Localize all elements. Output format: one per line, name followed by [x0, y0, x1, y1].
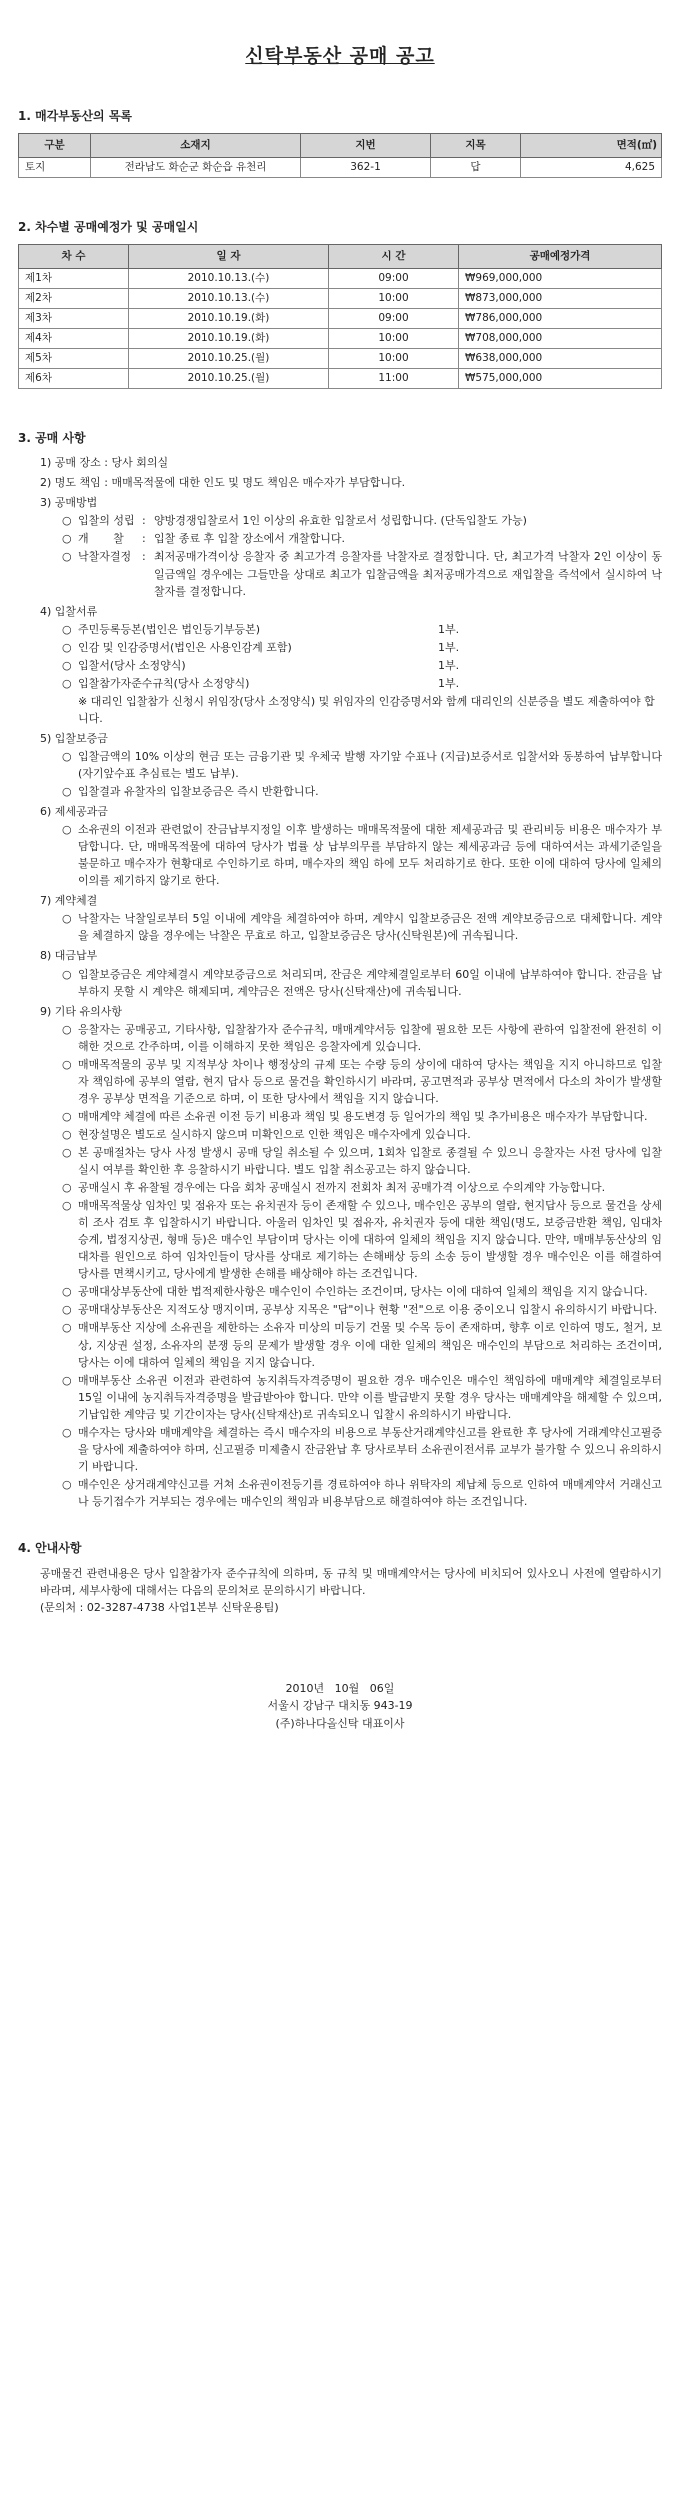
bullet-mark: ○ [62, 622, 72, 636]
doc-qty: 1부. [438, 676, 460, 690]
list-item [62, 966, 662, 1000]
list-item [62, 748, 662, 782]
company-name: (주)하나다올신탁 대표이사 [275, 1716, 405, 1730]
list-item [62, 1179, 662, 1196]
list-item [62, 1197, 662, 1282]
item-text: 입찰결과 유찰자의 입찰보증금은 즉시 반환합니다. [78, 785, 319, 799]
doc-name: 입찰참가자준수규칙(당사 소정양식) [78, 676, 250, 690]
list-item [62, 1301, 662, 1318]
column-header: 지번 [301, 134, 431, 158]
list-item [62, 1476, 662, 1510]
table-cell: 2010.10.25.(월) [129, 368, 329, 388]
deposit-title: 5) 입찰보증금 [40, 731, 108, 745]
table-cell: 10:00 [329, 288, 459, 308]
column-header: 구분 [19, 134, 91, 158]
schedule-heading: 2. 차수별 공매예정가 및 공매일시 [18, 220, 199, 235]
list-item [62, 1056, 662, 1107]
item-text: 현장설명은 별도로 실시하지 않으며 미확인으로 인한 책임은 매수자에게 있습니다. [78, 1127, 471, 1141]
doc-qty: 1부. [438, 622, 460, 636]
item-text: 매수자는 당사와 매매계약을 체결하는 즉시 매수자의 비용으로 부동산거래계약신고를 완료한 후 당사에 거래계약신고필증을 당사에 제출하여야 하며, 신고필증 미제출시 잔금완납 후 당사로부터 소유권이전서류 교부가 불가할 수 있으니 유의하시기 바랍니다. [78, 1425, 662, 1473]
bullet-mark: ○ [62, 1146, 72, 1159]
notice-body: 공매물건 관련내용은 당사 입찰참가자 준수규칙에 의하며, 동 규칙 및 매매계약서는 당사에 비치되어 있사오니 사전에 열람하시기 바라며, 세부사항에 대해서는 다음의 문의처로 문의하시기 바랍니다. [40, 1566, 662, 1597]
property-heading: 1. 매각부동산의 목록 [18, 109, 133, 124]
doc-name: 인감 및 인감증명서(법인은 사용인감계 포함) [78, 640, 292, 654]
list-item [62, 910, 662, 944]
table-cell: 토지 [19, 158, 91, 178]
others-section [40, 1003, 662, 1510]
list-item [62, 1021, 662, 1055]
bullet-mark: ○ [62, 514, 72, 528]
term-value: 최저공매가격이상 응찰자 중 최고가격 응찰자를 낙찰자로 결정합니다. 단, 최고가격 낙찰자 2인 이상이 동일금액일 경우에는 그들만을 상대로 최고가 입찰금액을 최저공매가격으로 재입찰을 즉석에서 실시하여 낙찰자를 결정합니다. [154, 550, 662, 598]
term-label: 입찰의 성립 [78, 514, 135, 528]
auction-place: 1) 공매 장소 : 당사 회의실 [40, 456, 169, 470]
table-cell: 2010.10.13.(수) [129, 268, 329, 288]
delivery-responsibility: 2) 명도 책임 : 매매목적물에 대한 인도 및 명도 책임은 매수자가 부담합니다. [40, 476, 406, 490]
notice-heading: 4. 안내사항 [18, 1540, 82, 1555]
column-header: 면적(㎡) [521, 134, 662, 158]
table-cell: 10:00 [329, 348, 459, 368]
table-cell: 11:00 [329, 368, 459, 388]
table-row [19, 368, 662, 388]
item-text: 매매부동산 소유권 이전과 관련하여 농지취득자격증명이 필요한 경우 매수인은 매수인 책임하에 매매계약 체결일로부터 15일 이내에 농지취득자격증명을 발급받아야 합니다. 만약 이를 발급받지 못할 경우 당사는 매매계약을 해제할 수 있으며, 기납입한 계약금 및 기간이자는 당사(신탁재산)로 귀속되오니 입찰시 유의하시기 바랍니다. [78, 1373, 662, 1421]
list-item [62, 1424, 662, 1475]
table-cell: ₩575,000,000 [459, 368, 662, 388]
payment-title: 8) 대금납부 [40, 949, 98, 963]
table-row [19, 328, 662, 348]
table-cell: 제3차 [19, 308, 129, 328]
table-cell: 2010.10.13.(수) [129, 288, 329, 308]
doc-qty: 1부. [438, 658, 460, 672]
payment-section [40, 947, 662, 999]
table-cell: 2010.10.25.(월) [129, 348, 329, 368]
term-label: 낙찰자결정 [78, 550, 132, 564]
bullet-mark: ○ [62, 1199, 72, 1213]
item-text: 응찰자는 공매공고, 기타사항, 입찰참가자 준수규칙, 매매계약서등 입찰에 필요한 모든 사항에 관하여 입찰전에 완전히 이해한 것으로 간주하며, 이를 이해하지 못한 책임은 응찰자에게 있습니다. [78, 1022, 662, 1053]
bullet-mark: ○ [62, 1321, 72, 1335]
table-cell: ₩638,000,000 [459, 348, 662, 368]
column-header: 차 수 [19, 244, 129, 268]
table-cell: 전라남도 화순군 화순읍 유천리 [91, 158, 301, 178]
bullet-mark: ○ [62, 1181, 72, 1195]
contract-section [40, 892, 662, 944]
bullet-mark: ○ [62, 1303, 72, 1317]
doc-name: 입찰서(당사 소정양식) [78, 658, 186, 672]
bullet-mark: ○ [62, 676, 72, 690]
item-text: 공매대상부동산에 대한 법적제한사항은 매수인이 수인하는 조건이며, 당사는 이에 대하여 일체의 책임을 지지 않습니다. [78, 1285, 648, 1299]
item-text: 매수인은 상거래계약신고를 거쳐 소유권이전등기를 경료하여야 하나 위탁자의 제납체 등으로 인하여 매매계약서 거래신고나 등기접수가 거부되는 경우에는 매수인의 책임과 비용부담으로 해결하여야 하는 조건입니다. [78, 1477, 662, 1508]
table-row [19, 158, 662, 178]
list-item [62, 783, 662, 800]
table-cell: ₩969,000,000 [459, 268, 662, 288]
item-text: 본 공매절차는 당사 사정 발생시 공매 당일 취소될 수 있으며, 1회차 입찰로 종결될 수 있으니 응찰자는 사전 당사에 입찰 실시 여부를 확인한 후 응찰하시기 바랍니다. 별도 입찰 취소공고는 하지 않습니다. [78, 1146, 662, 1177]
column-header: 지목 [431, 134, 521, 158]
table-cell: 09:00 [329, 268, 459, 288]
table-cell: 제2차 [19, 288, 129, 308]
column-header: 일 자 [129, 244, 329, 268]
column-header: 소재지 [91, 134, 301, 158]
list-item [62, 1108, 662, 1125]
matters-heading: 3. 공매 사항 [18, 430, 86, 445]
item-text: 매매계약 체결에 따른 소유권 이전 등기 비용과 책임 및 용도변경 등 일어가의 책임 및 추가비용은 매수자가 부담합니다. [78, 1109, 648, 1123]
list-item [62, 675, 662, 692]
table-cell: 4,625 [521, 158, 662, 178]
list-item [62, 1319, 662, 1370]
list-item [62, 639, 662, 656]
item-text: 입찰금액의 10% 이상의 현금 또는 금융기관 및 우체국 발행 자기앞 수표나 (지급)보증서로 입찰서와 동봉하여 납부합니다(자기앞수표 추심료는 별도 납부). [78, 749, 662, 781]
table-cell: 362-1 [301, 158, 431, 178]
item-text: 낙찰자는 낙찰일로부터 5일 이내에 계약을 체결하여야 하며, 계약시 입찰보증금은 전액 계약보증금으로 대체합니다. 계약을 체결하지 않을 경우에는 낙찰은 무효로 하고, 입찰보증금은 당사(신탁원본)에 귀속됩니다. [78, 912, 662, 943]
bullet-mark: ○ [62, 1285, 72, 1299]
term-value: 입찰 종료 후 입찰 장소에서 개찰합니다. [154, 532, 345, 546]
list-item: ○ 개 찰 : 입찰 종료 후 입찰 장소에서 개찰합니다. [62, 530, 662, 547]
list-item: ○ 입찰의 성립 : 양방경쟁입찰로서 1인 이상의 유효한 입찰로서 성립합니다. (단독입찰도 가능) [62, 512, 662, 529]
bullet-mark: ○ [62, 1127, 72, 1141]
bullet-mark: ○ [62, 550, 72, 564]
others-title: 9) 기타 유의사항 [40, 1004, 123, 1018]
contact-info: (문의처 : 02-3287-4738 사업1본부 신탁운용팀) [40, 1600, 279, 1614]
table-row [19, 348, 662, 368]
table-row [19, 268, 662, 288]
list-item [62, 1372, 662, 1423]
bullet-mark: ○ [62, 749, 72, 763]
column-header: 시 간 [329, 244, 459, 268]
bullet-mark: ○ [62, 640, 72, 654]
item-text: 공매실시 후 유찰될 경우에는 다음 회차 공매실시 전까지 전회차 최저 공매가격 이상으로 수의계약 가능합니다. [78, 1181, 606, 1195]
table-cell: ₩708,000,000 [459, 328, 662, 348]
bullet-mark: ○ [62, 658, 72, 672]
column-header: 공매예정가격 [459, 244, 662, 268]
taxes-section [40, 803, 662, 889]
table-cell: 제5차 [19, 348, 129, 368]
table-cell: 제6차 [19, 368, 129, 388]
table-cell: 답 [431, 158, 521, 178]
docs-note: ※ 대리인 입찰참가 신청시 위임장(당사 소정양식) 및 위임자의 인감증명서와 함께 대리인의 신분증을 별도 제출하여야 합니다. [78, 694, 655, 725]
bullet-mark: ○ [62, 1057, 72, 1071]
bullet-mark: ○ [62, 785, 72, 799]
table-cell: 제1차 [19, 268, 129, 288]
docs-title: 4) 입찰서류 [40, 604, 98, 618]
table-cell: 2010.10.19.(화) [129, 328, 329, 348]
property-table [18, 133, 662, 178]
list-item [62, 1283, 662, 1300]
item-text: 매매목적물상 임차인 및 점유자 또는 유치권자 등이 존재할 수 있으나, 매수인은 공부의 열람, 현지답사 등으로 물건을 상세히 조사 검토 후 입찰하시기 바랍니다. 아울러 임차인 및 점유자, 유치권자 등에 대한 책임(명도, 보증금반환 책임, 임대차 승계, 법정지상권, 형매 등)은 매수인 부담이며 당사는 이에 대하여 일체의 책임을 지지 않습니다. 만약, 매매부동산상의 임대차를 원인으로 하여 임차인들이 당사를 상대로 제기하는 손해배상 등의 소송 등이 발생할 경우 매수인은 이를 해결하여 당사를 면책시키고, 당사에게 발생한 손해를 배상해야 하는 조건입니다. [78, 1199, 662, 1281]
table-row [19, 288, 662, 308]
item-text: 매매목적물의 공부 및 지적부상 차이나 행정상의 규제 또는 수량 등의 상이에 대하여 당사는 책임을 지지 아니하므로 입찰자 책임하에 공부의 열람, 현지 답사 등으로 물건을 확인하시기 바라며, 공고면적과 공부상 면적에서 다소의 차이가 발생할 경우 공부상 면적을 기준으로 하며, 이 또한 당사에서 책임을 지지 않습니다. [78, 1057, 662, 1105]
list-item [62, 1126, 662, 1143]
bullet-mark: ○ [62, 1109, 72, 1123]
list-item [62, 1144, 662, 1178]
term-label: 개 찰 [78, 532, 124, 546]
bullet-mark: ○ [62, 823, 72, 837]
table-row [19, 308, 662, 328]
company-address: 서울시 강남구 대치동 943-19 [267, 1699, 413, 1713]
matters-list [40, 454, 662, 1510]
bullet-mark: ○ [62, 1477, 72, 1491]
table-cell: ₩873,000,000 [459, 288, 662, 308]
page-title: 신탁부동산 공매 공고 [245, 45, 435, 67]
issue-date: 2010년 10월 06일 [285, 1681, 395, 1695]
table-cell: 제4차 [19, 328, 129, 348]
item-text: 소유권의 이전과 관련없이 잔금납부지정일 이후 발생하는 매매목적물에 대한 제세공과금 및 관리비등 비용은 매수자가 부담합니다. 단, 매매목적물에 대하여 당사가 법률 상 납부의무를 부담하지 않는 제세공과금 등에 대하여서는 과세기준일을 불문하고 매수자가 현황대로 수인하기로 하며, 매수자의 책임 하에 모두 처리하기로 한다. 또한 이에 대하여 당사에 일체의 이의를 제기하지 않기로 한다. [78, 823, 662, 888]
list-item [62, 621, 662, 638]
list-item [62, 821, 662, 889]
deposit-section [40, 730, 662, 800]
bullet-mark: ○ [62, 1425, 72, 1439]
bullet-mark: ○ [62, 532, 72, 546]
bullet-mark: ○ [62, 967, 72, 981]
table-cell: 2010.10.19.(화) [129, 308, 329, 328]
table-cell: 10:00 [329, 328, 459, 348]
item-text: 입찰보증금은 계약체결시 계약보증금으로 처리되며, 잔금은 계약체결일로부터 60일 이내에 납부하여야 합니다. 잔금을 납부하지 못할 시 계약은 해제되며, 계약금은 전액은 당사(신탁재산)에 귀속됩니다. [78, 967, 662, 998]
taxes-title: 6) 제세공과금 [40, 805, 108, 819]
bullet-mark: ○ [62, 912, 72, 926]
bullet-mark: ○ [62, 1022, 72, 1036]
method-title: 3) 공매방법 [40, 496, 98, 510]
schedule-table [18, 244, 662, 389]
list-item: ○ 낙찰자결정 : 최저공매가격이상 응찰자 중 최고가격 응찰자를 낙찰자로 결정합니다. 단, 최고가격 낙찰자 2인 이상이 동일금액일 경우에는 그들만을 상대로 최고가 입찰금액을 최저공매가격으로 재입찰을 즉석에서 실시하여 낙찰자를 결정합니다. [62, 548, 662, 599]
docs-section [40, 603, 662, 727]
footer [18, 1680, 662, 1733]
item-text: 매매부동산 지상에 소유권을 제한하는 소유자 미상의 미등기 건물 및 수목 등이 존재하며, 향후 이로 인하여 명도, 철거, 보상, 지상권 설정, 소유자의 분쟁 등의 문제가 발생할 경우 이에 대한 일체의 책임은 매수인의 부담으로 처리하는 조건이며, 당사는 이에 대하여 일체의 책임을 지지 않습니다. [78, 1321, 662, 1369]
doc-name: 주민등록등본(법인은 법인등기부등본) [78, 622, 261, 636]
item-text: 공매대상부동산은 지적도상 맹지이며, 공부상 지목은 "답"이나 현황 "전"으로 이용 중이오니 입찰시 유의하시기 바랍니다. [78, 1303, 658, 1317]
bullet-mark: ○ [62, 1373, 72, 1387]
table-cell: ₩786,000,000 [459, 308, 662, 328]
method-section [40, 494, 662, 599]
term-value: 양방경쟁입찰로서 1인 이상의 유효한 입찰로서 성립합니다. (단독입찰도 가능) [154, 514, 527, 528]
contract-title: 7) 계약체결 [40, 894, 98, 908]
list-item [62, 657, 662, 674]
table-cell: 09:00 [329, 308, 459, 328]
doc-qty: 1부. [438, 640, 460, 654]
table-header-row [19, 244, 662, 268]
table-header-row [19, 134, 662, 158]
